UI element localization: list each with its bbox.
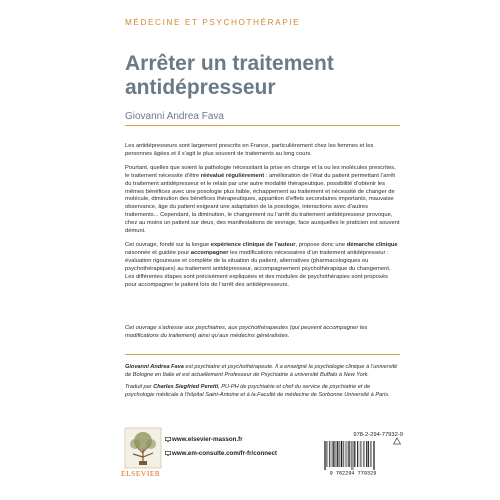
text-run: Cet ouvrage, fondé sur la longue bbox=[125, 241, 211, 248]
summary-text bbox=[125, 143, 400, 295]
bio-divider bbox=[125, 354, 400, 355]
emphasis-text: démarche clinique bbox=[346, 241, 398, 248]
text-run: est psychiatre et psychothérapeute. Il a enseigné la psychologie clinique à l’université de Bologne en Italie et est actuellement Professeur de Psychiatrie à université Buffalo à New York. bbox=[125, 364, 398, 378]
website-link[interactable]: www.elsevier-masson.fr bbox=[172, 436, 243, 443]
audience-statement: Cet ouvrage s’adresse aux psychiatres, aux psychothérapeutes (qui peuvent accompagner les modifications du traitement) ainsi qu’aux médecins généralistes. bbox=[125, 325, 368, 339]
text-run: Pourtant, quelles que soient la pathologie nécessitant la prise en charge et la ou les molécules prescrites, le traitement nécessite d’être bbox=[125, 164, 396, 179]
recycle-icon bbox=[392, 437, 402, 447]
collection-name: MÉDECINE ET PSYCHOTHÉRAPIE bbox=[125, 18, 301, 27]
isbn-number: 978-2-294-77932-9 bbox=[353, 432, 403, 438]
text-run: raisonnée et guidée pour bbox=[125, 249, 191, 256]
emphasis-text: accompagner bbox=[190, 249, 229, 256]
barcode-digits: 9 782294 779329 bbox=[329, 470, 377, 476]
book-title: Arrêter un traitement antidépresseur bbox=[125, 52, 334, 99]
title-divider bbox=[125, 125, 400, 126]
paragraph bbox=[125, 165, 400, 236]
isbn-barcode bbox=[322, 440, 384, 476]
emphasis-text: Giovanni Andrea Fava bbox=[125, 364, 184, 370]
text-run: Traduit par bbox=[125, 384, 154, 390]
monitor-icon bbox=[165, 451, 171, 456]
paragraph bbox=[125, 364, 400, 379]
author-bio bbox=[125, 364, 400, 404]
text-run: les modifications nécessaires d’un traitement antidépresseur : évaluation rigoureuse et complète de la situation du patient, alternatives (pharmacologiques ou psychothérapiques) au traitement antidépresseur, accompagnement psychothérapique du changement. Les différentes étapes sont précisément expliquées et des modules de psychothérapies sont proposés pour accompagner le patient lors de l’arrêt des antidépresseurs. bbox=[125, 249, 391, 288]
elsevier-tree-logo bbox=[124, 427, 162, 469]
emphasis-text: expérience clinique de l’auteur bbox=[210, 241, 296, 248]
text-run: , PU-PH de psychiatrie et chef du service de psychiatrie et de psychologie médicale à l’hôpital Saint-Antoine et à la Faculté de médecine de Sorbonne Université à Paris. bbox=[125, 384, 390, 398]
text-run: Les antidépresseurs sont largement prescrits en France, particulièrement chez les femmes et les personnes âgées et il s’agit le plus souvent de traitements au long cours. bbox=[125, 143, 374, 157]
emphasis-text: Charles Siegfried Peretti bbox=[153, 384, 219, 390]
text-run: , propose donc une bbox=[295, 241, 347, 248]
author-name: Giovanni Andrea Fava bbox=[125, 111, 224, 122]
paragraph bbox=[125, 242, 400, 289]
emphasis-text: réévalué régulièrement bbox=[200, 172, 265, 179]
paragraph bbox=[125, 384, 400, 399]
publisher-name: ELSEVIER bbox=[121, 469, 161, 478]
monitor-icon bbox=[165, 437, 171, 442]
website-link[interactable]: www.em-consulte.com/fr-fr/connect bbox=[172, 450, 277, 457]
text-run: : amélioration de l’état du patient permettant l’arrêt du traitement antidépresseur et le relais par une autre modalité thérapeutique, possibilité d’obtenir les mêmes bénéfices avec une posologie plus faible, échappement au traitement et nécessité de changer de molécule, diminution des bénéfices thérapeutiques, apparition d’effets secondaires importants, mauvaise observance, âge du patient exigeant une adaptation de la posologie, interactions avec d’autres traitements... Cependant, la diminution, le changement ou l’arrêt du traitement antidépresseur provoque, chez au moins un patient sur deux, des manifestations de sevrage, face auxquelles le praticien est souvent démuni. bbox=[125, 172, 400, 235]
paragraph bbox=[125, 143, 400, 159]
